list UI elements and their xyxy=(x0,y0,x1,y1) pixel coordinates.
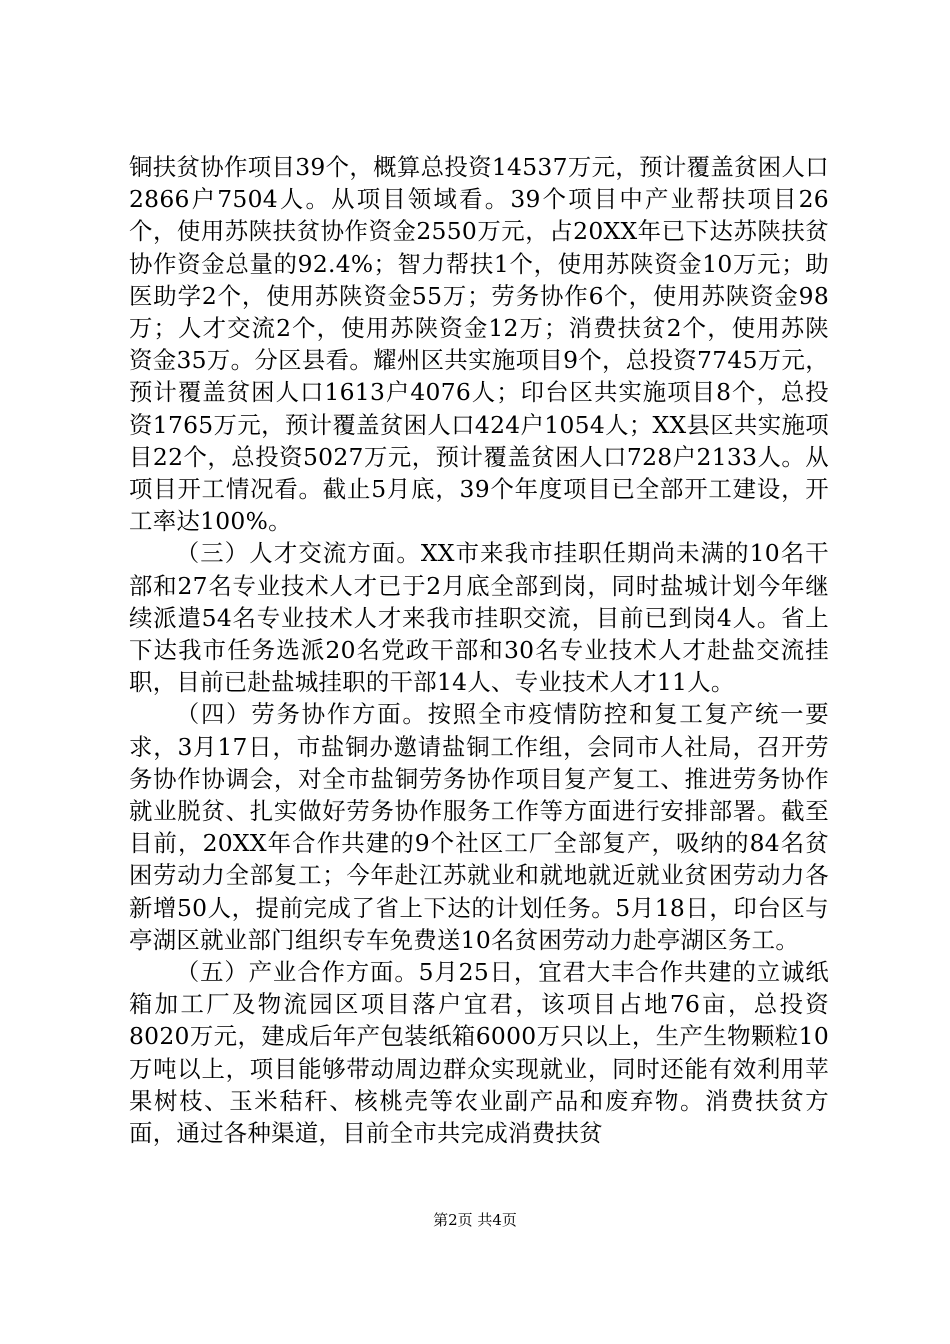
page-number-footer: 第2页 共4页 xyxy=(433,1211,517,1229)
paragraph-talent-exchange: （三）人才交流方面。XX市来我市挂职任期尚未满的10名干部和27名专业技术人才已于2月底全部到岗，同时盐城计划今年继续派遣54名专业技术人才来我市挂职交流，目前已到岗4人。省上下达我市任务选派20名党政干部和30名专业技术人才赴盐交流挂职，目前已赴盐城挂职的干部14人、专业技术人才11人。 xyxy=(129,539,829,697)
paragraph-project-summary: 铜扶贫协作项目39个，概算总投资14537万元，预计覆盖贫困人口2866户7504人。从项目领域看。39个项目中产业帮扶项目26个，使用苏陕扶贫协作资金2550万元，占20XX年已下达苏陕扶贫协作资金总量的92.4%；智力帮扶1个，使用苏陕资金10万元；助医助学2个，使用苏陕资金55万；劳务协作6个，使用苏陕资金98万；人才交流2个，使用苏陕资金12万；消费扶贫2个，使用苏陕资金35万。分区县看。耀州区共实施项目9个，总投资7745万元，预计覆盖贫困人口1613户4076人；印台区共实施项目8个，总投资1765万元，预计覆盖贫困人口424户1054人；XX县区共实施项目22个，总投资5027万元，预计覆盖贫困人口728户2133人。从项目开工情况看。截止5月底，39个年度项目已全部开工建设，开工率达100%。 xyxy=(129,153,829,536)
paragraph-labor-cooperation: （四）劳务协作方面。按照全市疫情防控和复工复产统一要求，3月17日，市盐铜办邀请盐铜工作组，会同市人社局，召开劳务协作协调会，对全市盐铜劳务协作项目复产复工、推进劳务协作就业脱贫、扎实做好劳务协作服务工作等方面进行安排部署。截至目前，20XX年合作共建的9个社区工厂全部复产，吸纳的84名贫困劳动力全部复工；今年赴江苏就业和就地就近就业贫困劳动力各新增50人，提前完成了省上下达的计划任务。5月18日，印台区与亭湖区就业部门组织专车免费送10名贫困劳动力赴亭湖区务工。 xyxy=(129,700,829,954)
paragraph-industrial-cooperation: （五）产业合作方面。5月25日，宜君大丰合作共建的立诚纸箱加工厂及物流园区项目落户宜君，该项目占地76亩，总投资8020万元，建成后年产包装纸箱6000万只以上，生产生物颗粒10万吨以上，项目能够带动周边群众实现就业，同时还能有效利用苹果树枝、玉米秸秆、核桃壳等农业副产品和废弃物。消费扶贫方面，通过各种渠道，目前全市共完成消费扶贫 xyxy=(129,958,829,1148)
document-body xyxy=(129,151,829,1149)
